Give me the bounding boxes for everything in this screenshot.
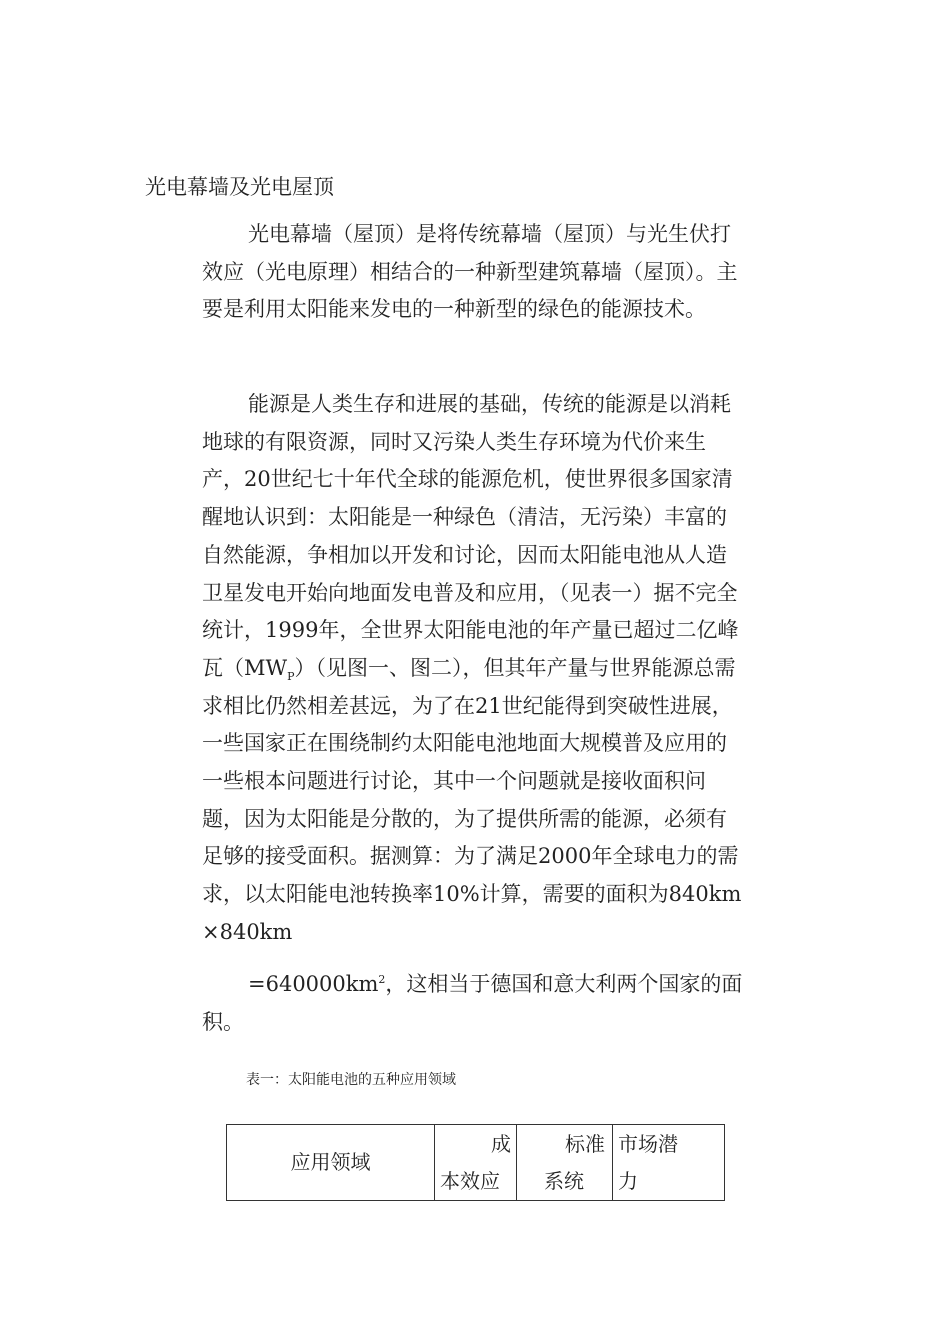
unit-subscript: P <box>287 670 295 684</box>
header-standard-system-line2: 系统 <box>544 1168 584 1193</box>
header-market-potential <box>613 1125 725 1201</box>
paragraph-energy-text-a: 能源是人类生存和进展的基础，传统的能源是以消耗地球的有限资源，同时又污染人类生存环境为代价来生产，20世纪七十年代全球的能源危机，使世界很多国家清醒地认识到：太阳能是一种绿色（清洁，无污染）丰富的自然能源，争相加以开发和讨论，因而太阳能电池从人造卫星发电开始向地面发电普及和应用，（见表一）据不完全统计，1999年，全世界太阳能电池的年产量已超过二亿峰瓦（MW <box>202 392 739 680</box>
document-title: 光电幕墙及光电屋顶 <box>145 175 334 199</box>
header-standard-system-line1: 标准 <box>565 1131 605 1156</box>
paragraph-intro: 光电幕墙（屋顶）是将传统幕墙（屋顶）与光生伏打效应（光电原理）相结合的一种新型建筑幕墙（屋顶）。主要是利用太阳能来发电的一种新型的绿色的能源技术。 <box>202 222 738 322</box>
paragraph-energy-text-b: ）（见图一、图二），但其年产量与世界能源总需求相比仍然相差甚远，为了在21世纪能得到突破性进展，一些国家正在围绕制约太阳能电池地面大规模普及应用的一些根本问题进行讨论，其中一个问题就是接收面积问题，因为太阳能是分散的，为了提供所需的能源，必须有足够的接受面积。据测算：为了满足2000年全球电力的需求，以太阳能电池转换率10%计算，需要的面积为840km×840km <box>202 655 742 944</box>
header-cost-effect <box>435 1125 517 1201</box>
header-standard-system <box>517 1125 613 1201</box>
header-cost-effect-line1: 成 <box>491 1131 511 1156</box>
header-market-potential-line1: 市场潜 <box>618 1131 678 1156</box>
header-application-field: 应用领域 <box>227 1125 435 1201</box>
header-market-potential-line2: 力 <box>618 1168 638 1193</box>
paragraph-energy <box>202 386 747 952</box>
table-caption: 表一：太阳能电池的五种应用领域 <box>246 1072 456 1088</box>
paragraph-area-text-a: =640000km <box>248 972 379 996</box>
unit-superscript: 2 <box>378 973 386 986</box>
table-header-row <box>227 1125 725 1201</box>
paragraph-area-text-b: ，这相当于德国和意大利两个国家的面积。 <box>202 972 743 1034</box>
header-cost-effect-line2: 本效应 <box>440 1168 500 1193</box>
application-table <box>226 1124 725 1201</box>
paragraph-area <box>202 966 747 1041</box>
